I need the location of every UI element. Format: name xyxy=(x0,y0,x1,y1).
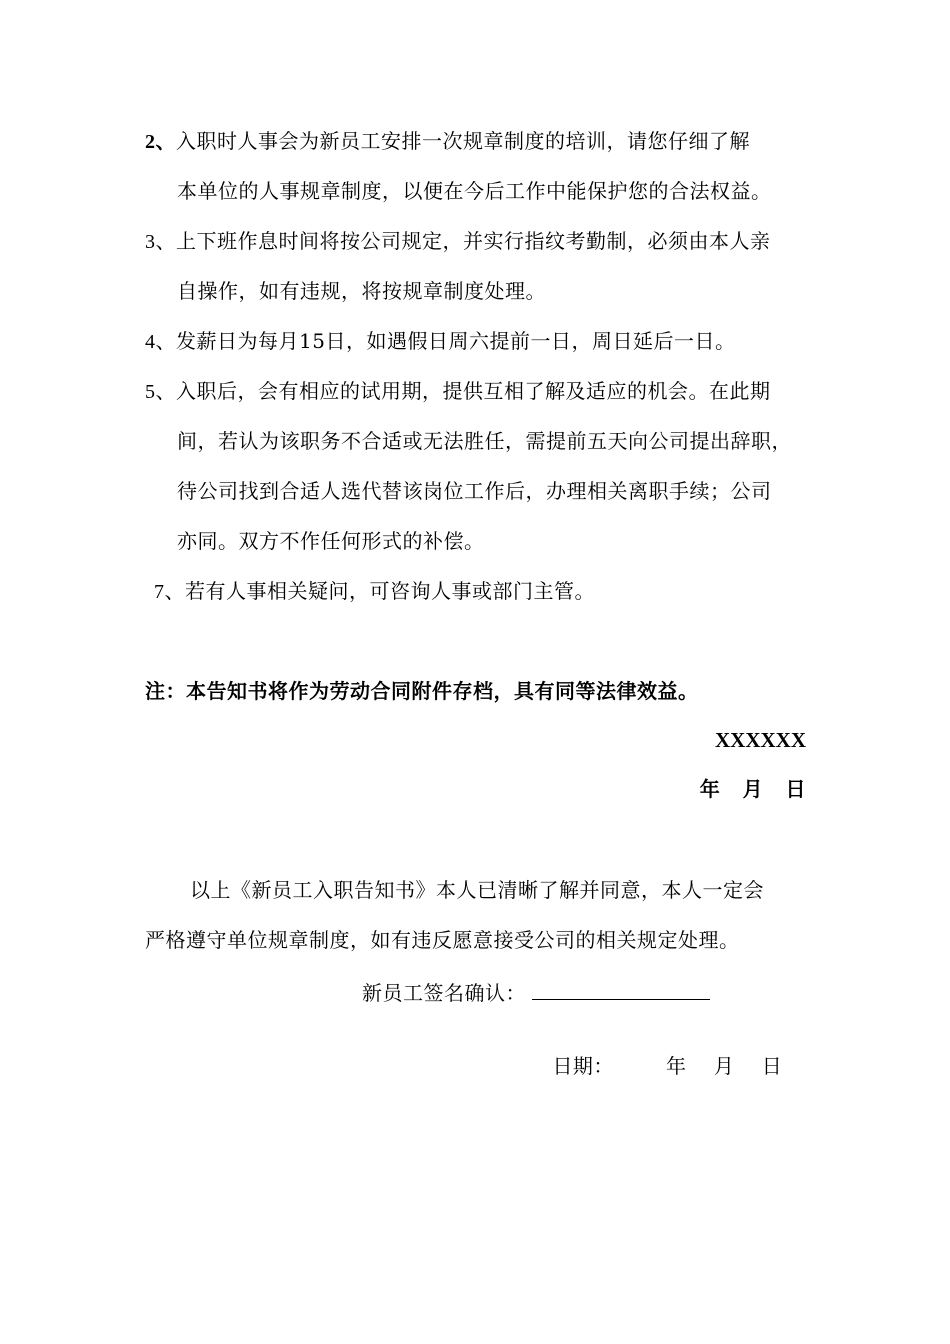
item-7-text-1: 若有人事相关疑问，可咨询人事或部门主管。 xyxy=(185,579,595,603)
item-5-line-2 xyxy=(177,428,792,454)
item-3-text-1: 上下班作息时间将按公司规定，并实行指纹考勤制，必须由本人亲 xyxy=(176,229,771,253)
item-5-separator: 、 xyxy=(155,379,176,403)
company-name: XXXXXX xyxy=(715,728,806,752)
item-4-text-1: 发薪日为每月15日，如遇假日周六提前一日，周日延后一日。 xyxy=(176,329,736,353)
signature-row xyxy=(362,977,710,1006)
item-5-line-1 xyxy=(145,378,771,405)
item-5-line-4 xyxy=(177,528,485,554)
item-2-text-1: 入职时人事会为新员工安排一次规章制度的培训，请您仔细了解 xyxy=(176,129,750,153)
issue-date: 年 月 日 xyxy=(699,777,806,801)
item-3-number: 3 xyxy=(145,231,156,253)
legal-note: 注：本告知书将作为劳动合同附件存档，具有同等法律效益。 xyxy=(145,679,699,703)
item-5-text-1: 入职后，会有相应的试用期，提供互相了解及适应的机会。在此期 xyxy=(176,379,771,403)
item-7-number: 7 xyxy=(154,581,165,603)
item-2-number: 2 xyxy=(145,131,156,153)
sign-date-value: 年 月 日 xyxy=(665,1054,783,1078)
sign-date-label: 日期： xyxy=(552,1054,614,1078)
item-3-text-2: 自操作，如有违规，将按规章制度处理。 xyxy=(177,279,546,303)
item-5-number: 5 xyxy=(145,381,156,403)
item-5-text-3: 待公司找到合适人选代替该岗位工作后，办理相关离职手续；公司 xyxy=(177,479,772,503)
signature-label: 新员工签名确认： xyxy=(362,981,526,1005)
item-2-line-1 xyxy=(145,128,750,155)
item-2-separator: 、 xyxy=(155,129,176,153)
item-2-text-2: 本单位的人事规章制度，以便在今后工作中能保护您的合法权益。 xyxy=(177,179,772,203)
item-3-line-1 xyxy=(145,228,771,255)
acknowledgement-line-2: 严格遵守单位规章制度，如有违反愿意接受公司的相关规定处理。 xyxy=(145,928,740,952)
item-3-separator: 、 xyxy=(155,229,176,253)
item-4-number: 4 xyxy=(145,331,156,353)
item-4-line-1 xyxy=(145,328,735,355)
item-7-line-1 xyxy=(154,578,595,605)
item-5-text-4: 亦同。双方不作任何形式的补偿。 xyxy=(177,529,485,553)
sign-date-row xyxy=(525,1027,782,1105)
item-5-text-2: 间，若认为该职务不合适或无法胜任，需提前五天向公司提出辞职， xyxy=(177,429,792,453)
item-2-line-2 xyxy=(177,178,772,204)
item-3-line-2 xyxy=(177,278,546,304)
acknowledgement-line-1: 以上《新员工入职告知书》本人已清晰了解并同意，本人一定会 xyxy=(190,878,764,902)
signature-field[interactable] xyxy=(532,977,710,1000)
item-5-line-3 xyxy=(177,478,772,504)
item-7-separator: 、 xyxy=(164,579,185,603)
item-4-separator: 、 xyxy=(155,329,176,353)
